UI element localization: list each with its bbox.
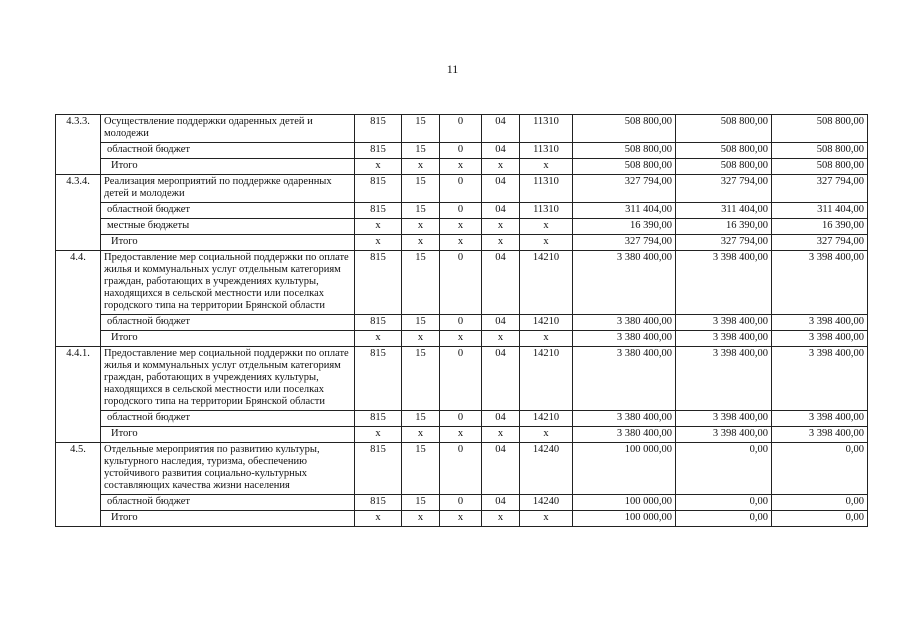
code-direction: x — [520, 159, 573, 175]
code-direction: x — [520, 235, 573, 251]
code-event: x — [482, 219, 520, 235]
amount-year-1: 16 390,00 — [573, 219, 676, 235]
table-row-source — [56, 411, 868, 427]
amount-year-3: 3 398 400,00 — [772, 411, 868, 427]
amount-year-1: 327 794,00 — [573, 175, 676, 203]
table-row-source — [56, 315, 868, 331]
code-direction: 14210 — [520, 347, 573, 411]
code-direction: x — [520, 331, 573, 347]
item-description: Итого — [101, 159, 355, 175]
code-event: x — [482, 331, 520, 347]
amount-year-3: 0,00 — [772, 511, 868, 527]
code-event: x — [482, 511, 520, 527]
amount-year-3: 508 800,00 — [772, 143, 868, 159]
table-row-source — [56, 219, 868, 235]
amount-year-1: 508 800,00 — [573, 115, 676, 143]
table-row-total — [56, 427, 868, 443]
item-number: 4.3.3. — [56, 115, 101, 175]
code-program: 15 — [402, 251, 440, 315]
code-subprogram: 0 — [440, 411, 482, 427]
amount-year-3: 3 398 400,00 — [772, 315, 868, 331]
code-program: 15 — [402, 347, 440, 411]
code-admin: x — [355, 235, 402, 251]
code-direction: x — [520, 427, 573, 443]
code-subprogram: x — [440, 235, 482, 251]
amount-year-3: 0,00 — [772, 495, 868, 511]
code-program: 15 — [402, 115, 440, 143]
amount-year-3: 508 800,00 — [772, 115, 868, 143]
amount-year-3: 327 794,00 — [772, 175, 868, 203]
code-event: 04 — [482, 175, 520, 203]
item-description: областной бюджет — [101, 495, 355, 511]
table-row-item — [56, 115, 868, 143]
budget-table — [55, 114, 868, 527]
amount-year-2: 3 398 400,00 — [676, 427, 772, 443]
item-description: Итого — [101, 511, 355, 527]
code-event: 04 — [482, 115, 520, 143]
code-subprogram: x — [440, 159, 482, 175]
table-row-item — [56, 251, 868, 315]
code-program: 15 — [402, 411, 440, 427]
code-subprogram: x — [440, 427, 482, 443]
amount-year-3: 3 398 400,00 — [772, 331, 868, 347]
table-row-item — [56, 443, 868, 495]
code-admin: 815 — [355, 251, 402, 315]
table-row-source — [56, 495, 868, 511]
code-admin: 815 — [355, 347, 402, 411]
code-admin: x — [355, 427, 402, 443]
amount-year-2: 508 800,00 — [676, 115, 772, 143]
amount-year-2: 508 800,00 — [676, 143, 772, 159]
code-direction: 11310 — [520, 143, 573, 159]
amount-year-2: 0,00 — [676, 443, 772, 495]
amount-year-1: 3 380 400,00 — [573, 427, 676, 443]
code-direction: x — [520, 511, 573, 527]
code-direction: 11310 — [520, 203, 573, 219]
code-subprogram: 0 — [440, 251, 482, 315]
item-description: областной бюджет — [101, 143, 355, 159]
code-event: 04 — [482, 443, 520, 495]
item-number: 4.4. — [56, 251, 101, 347]
item-description: Итого — [101, 427, 355, 443]
code-program: 15 — [402, 203, 440, 219]
code-direction: 14210 — [520, 251, 573, 315]
code-program: 15 — [402, 315, 440, 331]
code-event: 04 — [482, 203, 520, 219]
code-subprogram: 0 — [440, 443, 482, 495]
table-row-total — [56, 235, 868, 251]
amount-year-3: 327 794,00 — [772, 235, 868, 251]
code-subprogram: x — [440, 331, 482, 347]
code-event: 04 — [482, 347, 520, 411]
code-admin: x — [355, 511, 402, 527]
amount-year-1: 3 380 400,00 — [573, 331, 676, 347]
item-description: областной бюджет — [101, 411, 355, 427]
code-subprogram: 0 — [440, 175, 482, 203]
table-row-total — [56, 331, 868, 347]
item-description: Итого — [101, 235, 355, 251]
amount-year-1: 508 800,00 — [573, 143, 676, 159]
code-event: x — [482, 427, 520, 443]
amount-year-2: 3 398 400,00 — [676, 347, 772, 411]
code-admin: 815 — [355, 495, 402, 511]
code-program: x — [402, 159, 440, 175]
code-direction: 14210 — [520, 315, 573, 331]
item-description: Отдельные мероприятия по развитию культуры, культурного наследия, туризма, обеспечению устойчивого развития социально-культурных составляющих качества жизни населения — [101, 443, 355, 495]
item-description: областной бюджет — [101, 315, 355, 331]
amount-year-1: 100 000,00 — [573, 443, 676, 495]
table-row-item — [56, 175, 868, 203]
amount-year-1: 100 000,00 — [573, 511, 676, 527]
amount-year-2: 3 398 400,00 — [676, 251, 772, 315]
item-description: Предоставление мер социальной поддержки по оплате жилья и коммунальных услуг отдельным категориям граждан, работающих в учреждениях культуры, находящихся в сельской местности или поселках городского типа на территории Брянской области — [101, 347, 355, 411]
code-subprogram: 0 — [440, 143, 482, 159]
code-admin: 815 — [355, 203, 402, 219]
amount-year-2: 0,00 — [676, 495, 772, 511]
amount-year-3: 311 404,00 — [772, 203, 868, 219]
code-admin: 815 — [355, 411, 402, 427]
amount-year-2: 327 794,00 — [676, 235, 772, 251]
item-description: местные бюджеты — [101, 219, 355, 235]
code-program: x — [402, 511, 440, 527]
code-direction: x — [520, 219, 573, 235]
amount-year-1: 100 000,00 — [573, 495, 676, 511]
amount-year-2: 327 794,00 — [676, 175, 772, 203]
code-program: x — [402, 427, 440, 443]
amount-year-1: 508 800,00 — [573, 159, 676, 175]
item-description: Предоставление мер социальной поддержки по оплате жилья и коммунальных услуг отдельным категориям граждан, работающих в учреждениях культуры, находящихся в сельской местности или поселках городского типа на территории Брянской области — [101, 251, 355, 315]
code-event: 04 — [482, 143, 520, 159]
amount-year-2: 311 404,00 — [676, 203, 772, 219]
item-number: 4.5. — [56, 443, 101, 527]
code-admin: 815 — [355, 115, 402, 143]
item-number: 4.4.1. — [56, 347, 101, 443]
code-admin: 815 — [355, 143, 402, 159]
amount-year-2: 3 398 400,00 — [676, 315, 772, 331]
amount-year-2: 508 800,00 — [676, 159, 772, 175]
code-event: x — [482, 235, 520, 251]
amount-year-2: 16 390,00 — [676, 219, 772, 235]
amount-year-1: 311 404,00 — [573, 203, 676, 219]
code-direction: 14240 — [520, 495, 573, 511]
amount-year-3: 3 398 400,00 — [772, 347, 868, 411]
code-admin: 815 — [355, 315, 402, 331]
table-row-total — [56, 511, 868, 527]
amount-year-1: 3 380 400,00 — [573, 251, 676, 315]
code-direction: 14240 — [520, 443, 573, 495]
amount-year-3: 3 398 400,00 — [772, 427, 868, 443]
item-description: Осуществление поддержки одаренных детей и молодежи — [101, 115, 355, 143]
amount-year-2: 3 398 400,00 — [676, 331, 772, 347]
item-number: 4.3.4. — [56, 175, 101, 251]
code-program: 15 — [402, 443, 440, 495]
code-event: 04 — [482, 315, 520, 331]
code-program: 15 — [402, 495, 440, 511]
amount-year-3: 16 390,00 — [772, 219, 868, 235]
code-subprogram: 0 — [440, 115, 482, 143]
amount-year-2: 3 398 400,00 — [676, 411, 772, 427]
code-event: 04 — [482, 495, 520, 511]
code-admin: 815 — [355, 175, 402, 203]
item-description: Итого — [101, 331, 355, 347]
code-direction: 11310 — [520, 175, 573, 203]
code-program: 15 — [402, 175, 440, 203]
budget-table-body — [56, 115, 868, 527]
page-number: 11 — [446, 62, 459, 76]
code-admin: x — [355, 331, 402, 347]
amount-year-3: 0,00 — [772, 443, 868, 495]
code-subprogram: 0 — [440, 495, 482, 511]
amount-year-1: 3 380 400,00 — [573, 411, 676, 427]
amount-year-3: 3 398 400,00 — [772, 251, 868, 315]
code-event: 04 — [482, 411, 520, 427]
code-admin: x — [355, 219, 402, 235]
code-admin: 815 — [355, 443, 402, 495]
item-description: областной бюджет — [101, 203, 355, 219]
table-row-source — [56, 143, 868, 159]
amount-year-1: 3 380 400,00 — [573, 315, 676, 331]
code-direction: 11310 — [520, 115, 573, 143]
table-row-total — [56, 159, 868, 175]
amount-year-1: 327 794,00 — [573, 235, 676, 251]
amount-year-2: 0,00 — [676, 511, 772, 527]
code-event: x — [482, 159, 520, 175]
code-event: 04 — [482, 251, 520, 315]
code-subprogram: 0 — [440, 315, 482, 331]
item-description: Реализация мероприятий по поддержке одаренных детей и молодежи — [101, 175, 355, 203]
code-program: x — [402, 235, 440, 251]
table-row-item — [56, 347, 868, 411]
code-subprogram: x — [440, 511, 482, 527]
code-admin: x — [355, 159, 402, 175]
amount-year-3: 508 800,00 — [772, 159, 868, 175]
code-direction: 14210 — [520, 411, 573, 427]
amount-year-1: 3 380 400,00 — [573, 347, 676, 411]
code-subprogram: x — [440, 219, 482, 235]
code-program: x — [402, 219, 440, 235]
code-program: x — [402, 331, 440, 347]
table-row-source — [56, 203, 868, 219]
code-subprogram: 0 — [440, 203, 482, 219]
code-subprogram: 0 — [440, 347, 482, 411]
code-program: 15 — [402, 143, 440, 159]
